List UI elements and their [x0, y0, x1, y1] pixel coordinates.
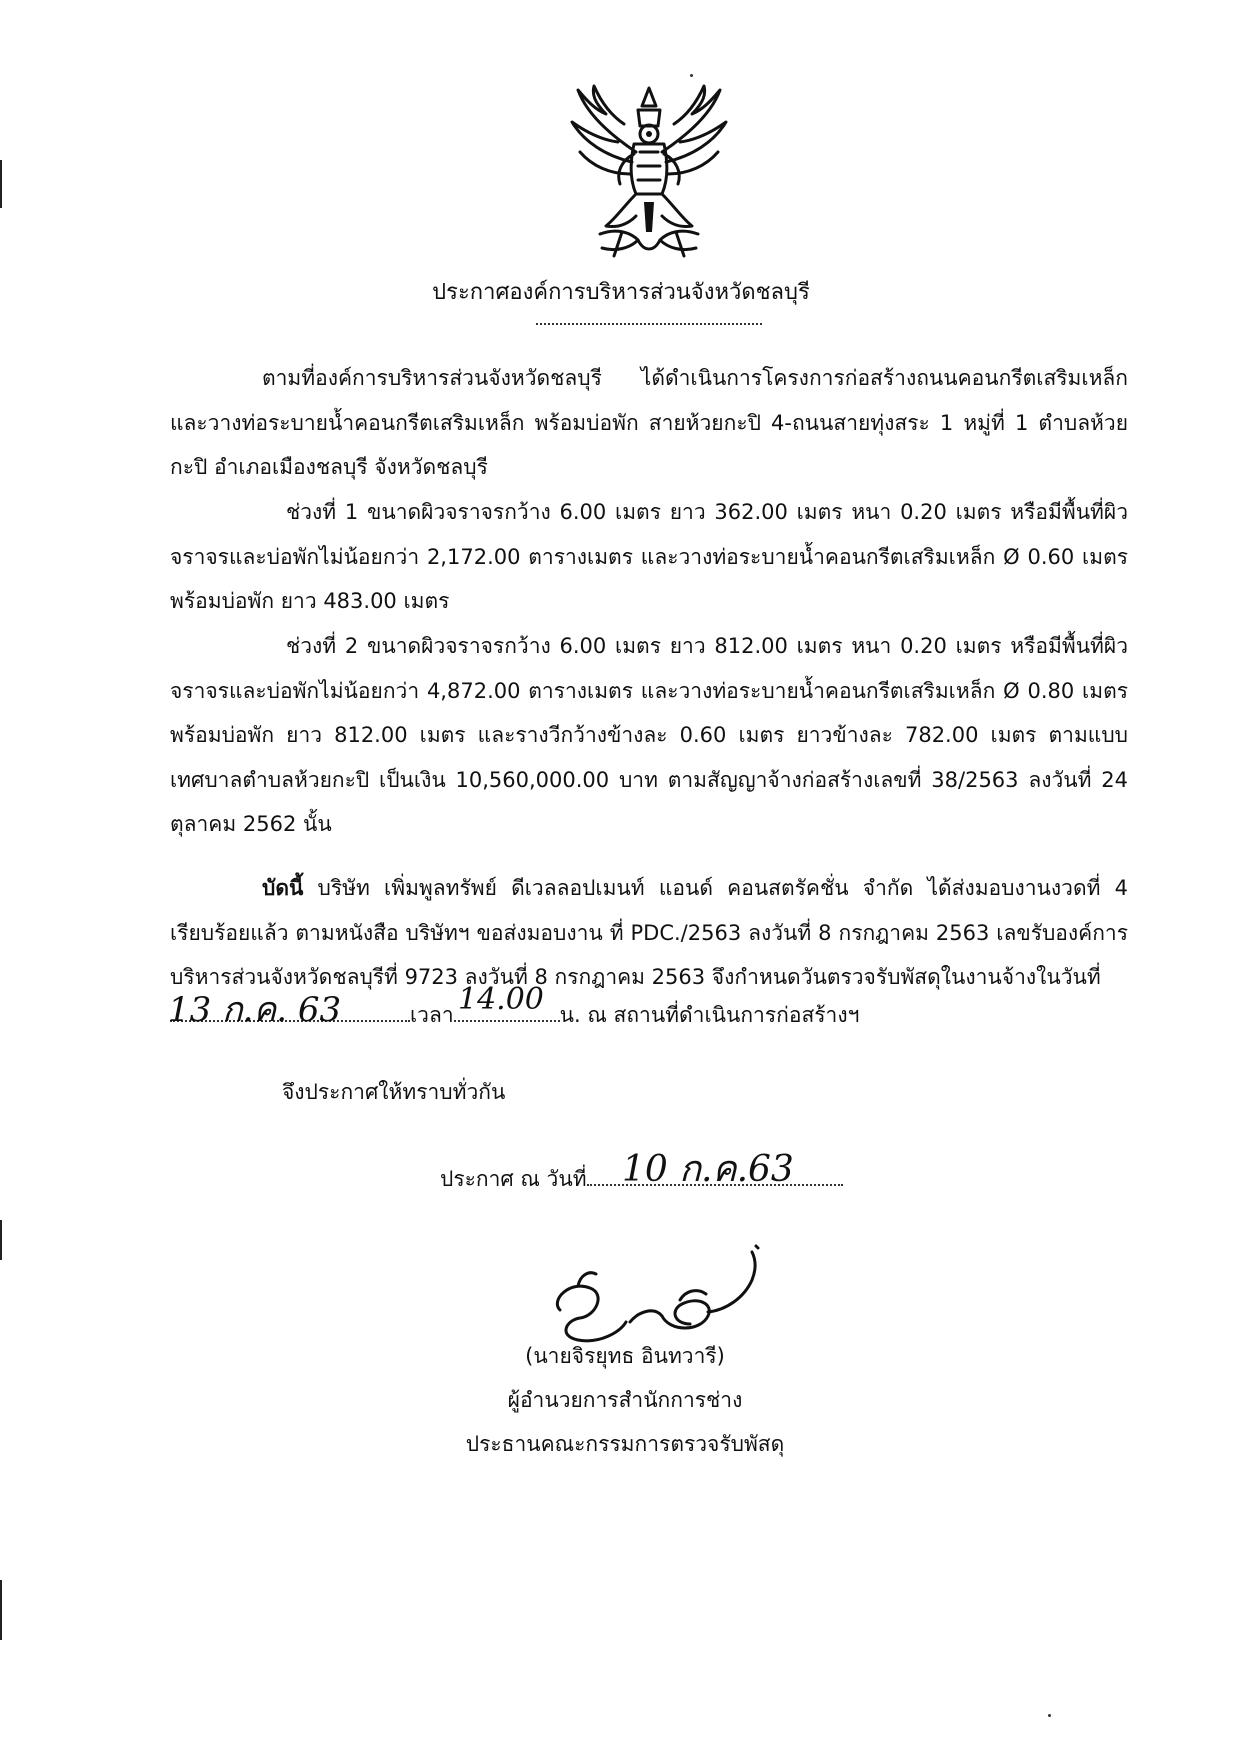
announcement-title: ประกาศองค์การบริหารส่วนจังหวัดชลบุรี — [432, 280, 810, 305]
handwritten-announce-date: 10 ก.ค.63 — [622, 1149, 794, 1190]
scan-speck — [1048, 1714, 1051, 1717]
handwritten-inspection-date: 13 ก.ค. 63 — [168, 990, 342, 1030]
signer-name: (นายจิรยุทธ อินทวารี) — [525, 1344, 725, 1368]
garuda-emblem — [566, 82, 732, 258]
signer-position: ผู้อำนวยการสำนักการช่าง — [507, 1388, 743, 1412]
paragraph-delivery-lead: บัดนี้ — [262, 876, 304, 900]
paragraph-delivery-text: บริษัท เพิ่มพูลทรัพย์ ดีเวลลอปเมนท์ แอนด์ คอนสตรัคชั่น จำกัด ได้ส่งมอบงานงวดที่ 4 เรียบร้อยแล้ว ตามหนังสือ บริษัทฯ ขอส่งมอบงาน ที่ PDC./2563 ลงวันที่ 8 กรกฎาคม 2563 เลขรับองค์การบริหารส่วนจังหวัดชลบุรีที่ 9723 ลงวันที่ 8 กรกฎาคม 2563 จึงกำหนดวันตรวจรับพัสดุในงานจ้างในวันที่ — [170, 876, 1128, 989]
announce-all-text: จึงประกาศให้ทราบทั่วกัน — [282, 1080, 506, 1104]
paragraph-section-1-text: ช่วงที่ 1 ขนาดผิวจราจรกว้าง 6.00 เมตร ยาว 362.00 เมตร หนา 0.20 เมตร หรือมีพื้นที่ผิวจราจรและบ่อพักไม่น้อยกว่า 2,172.00 ตารางเมตร และวางท่อระบายน้ำคอนกรีตเสริมเหล็ก Ø 0.60 เมตร พร้อมบ่อพัก ยาว 483.00 เมตร — [170, 500, 1128, 613]
paragraph-project-text: ตามที่องค์การบริหารส่วนจังหวัดชลบุรี ได้ดำเนินการโครงการก่อสร้างถนนคอนกรีตเสริมเหล็กและวางท่อระบายน้ำคอนกรีตเสริมเหล็ก พร้อมบ่อพัก สายห้วยกะปิ 4-ถนนสายทุ่งสระ 1 หมู่ที่ 1 ตำบลห้วยกะปิ อำเภอเมืองชลบุรี จังหวัดชลบุรี — [170, 366, 1128, 479]
signer-role: ประธานคณะกรรมการตรวจรับพัสดุ — [465, 1432, 785, 1456]
scan-edge-mark — [0, 1220, 2, 1260]
handwritten-signature — [530, 1240, 770, 1350]
handwritten-inspection-time: 14.00 — [458, 982, 544, 1017]
paragraph-section-1 — [170, 490, 1128, 624]
paragraph-delivery — [170, 866, 1128, 1000]
inspection-tail-text: น. ณ สถานที่ดำเนินการก่อสร้างฯ — [559, 1003, 860, 1027]
paragraph-project — [170, 356, 1128, 490]
scan-speck — [690, 74, 693, 77]
inspection-time-label: เวลา — [410, 1003, 454, 1027]
announce-date-label: ประกาศ ณ วันที่ — [440, 1167, 587, 1191]
scan-edge-mark — [0, 160, 2, 208]
scan-edge-mark — [0, 1580, 2, 1640]
title-dotted-separator — [536, 323, 762, 325]
paragraph-section-2-text: ช่วงที่ 2 ขนาดผิวจราจรกว้าง 6.00 เมตร ยาว 812.00 เมตร หนา 0.20 เมตร หรือมีพื้นที่ผิวจราจรและบ่อพักไม่น้อยกว่า 4,872.00 ตารางเมตร และวางท่อระบายน้ำคอนกรีตเสริมเหล็ก Ø 0.80 เมตร พร้อมบ่อพัก ยาว 812.00 เมตร และรางวีกว้างข้างละ 0.60 เมตร ยาวข้างละ 782.00 เมตร ตามแบบเทศบาลตำบลห้วยกะปิ เป็นเงิน 10,560,000.00 บาท ตามสัญญาจ้างก่อสร้างเลขที่ 38/2563 ลงวันที่ 24 ตุลาคม 2562 นั้น — [170, 634, 1128, 836]
paragraph-section-2 — [170, 624, 1128, 847]
